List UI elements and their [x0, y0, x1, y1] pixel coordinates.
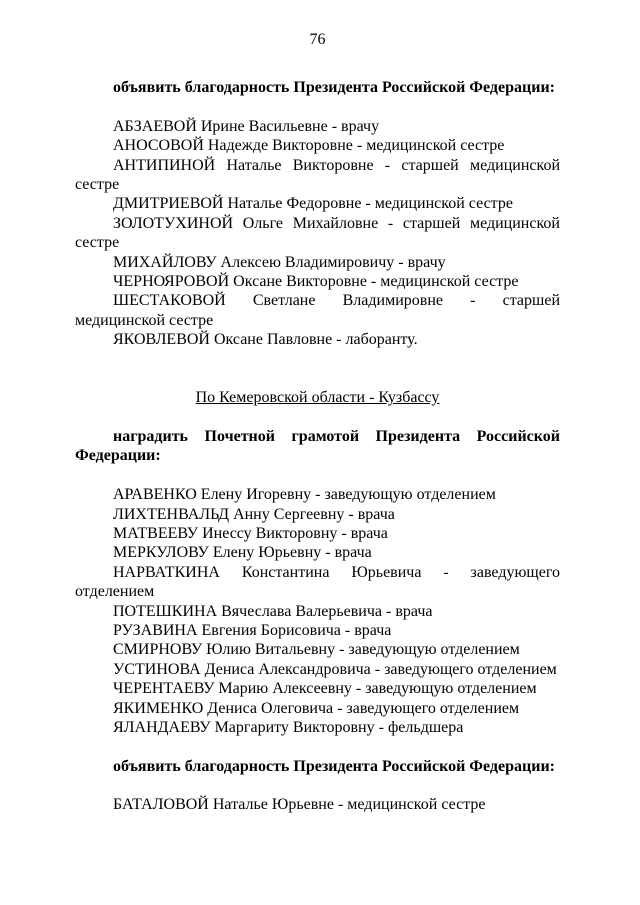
- spacer: [75, 369, 560, 388]
- award-entry: [75, 524, 560, 543]
- entry-line: РУЗАВИНА Евгения Борисовича - врача: [113, 621, 392, 639]
- award-entry: [75, 543, 560, 562]
- spacer: [75, 776, 560, 795]
- entry-line: ЗОЛОТУХИНОЙ Ольге Михайловне - старшей медицинской: [113, 214, 560, 232]
- entry-line: ЧЕРЕНТАЕВУ Марию Алексеевну - заведующую отделением: [113, 680, 537, 698]
- award-entry: [75, 602, 560, 621]
- entry-line: АРАВЕНКО Елену Игоревну - заведующую отделением: [113, 486, 496, 504]
- award-entry: [75, 291, 560, 330]
- region-title-row: [75, 388, 560, 407]
- section-heading: объявить благодарность Президента Российской Федерации:: [113, 79, 555, 96]
- spacer: [75, 349, 560, 368]
- award-entry: [75, 330, 560, 349]
- entry-line: ШЕСТАКОВОЙ Светлане Владимировне - старшей: [113, 292, 560, 310]
- spacer: [75, 737, 560, 756]
- award-entry: [75, 660, 560, 679]
- entry-line: УСТИНОВА Дениса Александровича - заведующего отделением: [113, 660, 557, 678]
- award-entry: [75, 795, 560, 814]
- award-entry: [75, 699, 560, 718]
- award-entry: [75, 621, 560, 640]
- award-entry: [75, 117, 560, 136]
- award-entry: [75, 156, 560, 195]
- entry-line: ПОТЕШКИНА Вячеслава Валерьевича - врача: [113, 602, 433, 620]
- entry-line: МАТВЕЕВУ Инессу Викторовну - врача: [113, 524, 388, 542]
- entry-line: МИХАЙЛОВУ Алексею Владимировичу - врачу: [113, 253, 446, 271]
- entry-line: АНТИПИНОЙ Наталье Викторовне - старшей медицинской: [113, 156, 560, 174]
- entry-line: АБЗАЕВОЙ Ирине Васильевне - врачу: [113, 117, 380, 135]
- entry-line: ЛИХТЕНВАЛЬД Анну Сергеевну - врача: [113, 505, 395, 523]
- award-entry: [75, 563, 560, 602]
- entry-line-continuation: сестре: [75, 175, 120, 193]
- award-entry: [75, 718, 560, 737]
- section-heading-line: наградить Почетной грамотой Президента Российской: [113, 428, 560, 446]
- award-entry: [75, 679, 560, 698]
- award-entry: [75, 640, 560, 659]
- entry-line: АНОСОВОЙ Надежде Викторовне - медицинской сестре: [113, 137, 505, 155]
- award-entry: [75, 136, 560, 155]
- section-heading-line: Федерации:: [75, 447, 161, 465]
- entry-line-continuation: отделением: [75, 583, 155, 601]
- spacer: [75, 408, 560, 427]
- section-heading: объявить благодарность Президента Российской Федерации:: [113, 757, 555, 775]
- award-entry: [75, 253, 560, 272]
- spacer: [75, 97, 560, 116]
- entry-line-continuation: медицинской сестре: [75, 311, 214, 329]
- entry-line: НАРВАТКИНА Константина Юрьевича - заведующего: [113, 563, 560, 581]
- entry-line: МЕРКУЛОВУ Елену Юрьевну - врача: [113, 544, 372, 562]
- award-entry: [75, 485, 560, 504]
- spacer: [75, 466, 560, 485]
- entry-line: ЯКИМЕНКО Дениса Олеговича - заведующего отделением: [113, 699, 520, 717]
- entry-line: ДМИТРИЕВОЙ Наталье Федоровне - медицинской сестре: [113, 195, 513, 213]
- region-title: По Кемеровской области - Кузбассу: [195, 389, 440, 407]
- entry-line: БАТАЛОВОЙ Наталье Юрьевне - медицинской сестре: [113, 796, 486, 814]
- entry-line-continuation: сестре: [75, 234, 120, 252]
- award-entry: [75, 214, 560, 253]
- entry-line: ЯКОВЛЕВОЙ Оксане Павловне - лаборанту.: [113, 331, 418, 349]
- award-entry: [75, 505, 560, 524]
- entry-line: ЧЕРНОЯРОВОЙ Оксане Викторовне - медицинской сестре: [113, 272, 519, 290]
- section-heading: [75, 427, 560, 466]
- page-number: 76: [309, 31, 326, 48]
- document-body: [75, 78, 560, 815]
- entry-line: СМИРНОВУ Юлию Витальевну - заведующую отделением: [113, 641, 520, 659]
- entry-line: ЯЛАНДАЕВУ Маргариту Викторовну - фельдшера: [113, 718, 464, 736]
- award-entry: [75, 272, 560, 291]
- award-entry: [75, 194, 560, 213]
